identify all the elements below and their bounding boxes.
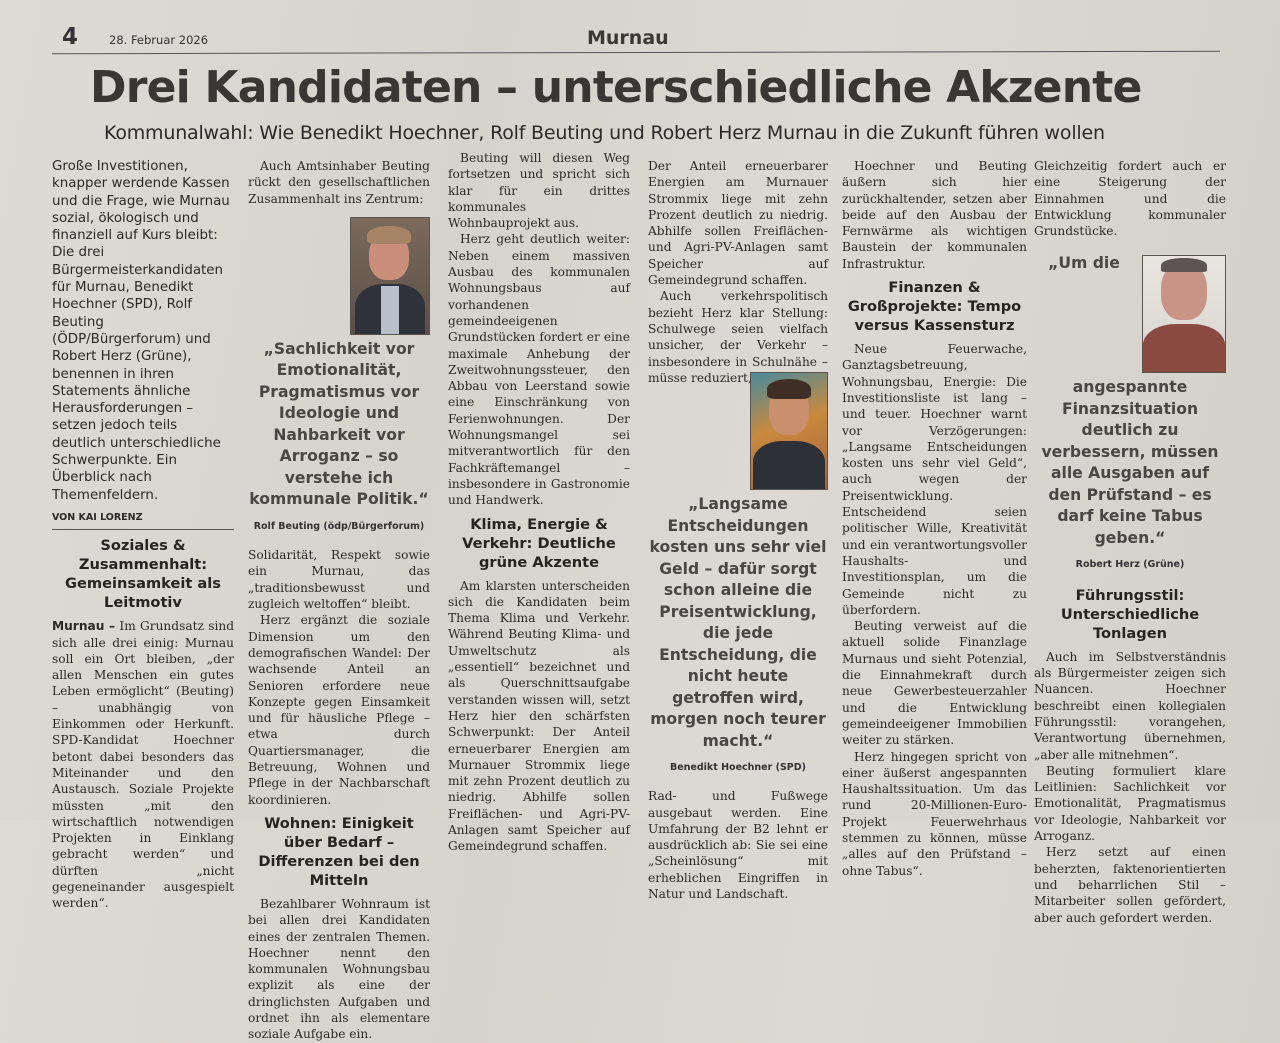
section-name: Murnau: [587, 27, 669, 49]
paragraph: Herz geht deutlich weiter: Neben einem massiven Ausbau des kommunalen Wohnungsbaus auf vorhandenen gemeindeeigenen Grundstücken fordert er eine maximale Anhebung der Zweitwohnungssteuer, den Abbau von Leerstand sowie eine Einschränkung von Ferienwohnungen. Der Wohnungsmangel sei mitverantwortlich für den Fachkräftemangel – insbesondere in Gastronomie und Handwerk.: [448, 232, 630, 508]
column-4-top: [648, 158, 828, 386]
quote-attribution: Rolf Beuting (ödp/Bürgerforum): [253, 520, 425, 532]
subheadline: Kommunalwahl: Wie Benedikt Hoechner, Rolf Beuting und Robert Herz Murnau in die Zukunft führen wollen: [104, 122, 1105, 144]
dateline: Murnau –: [52, 619, 116, 634]
paragraph: Der Anteil erneuerbarer Energien am Murnauer Strommix liege mit zehn Prozent deutlich zu niedrig. Abhilfe sollen Freiflächen- und Agri-PV-Anlagen samt Speicher auf Gemeindegrund schaffen.: [648, 159, 828, 288]
section-heading: Wohnen: Einigkeit über Bedarf – Differenzen bei den Mitteln: [258, 814, 420, 889]
masthead: [52, 22, 1220, 54]
page-number: 4: [62, 24, 79, 50]
column-6: [1034, 158, 1226, 926]
quote-text: „Langsame Entscheidungen kosten uns sehr viel Geld – dafür sorgt schon alleine die Preisentwicklung, die jede Entscheidung, die nicht heute getroffen wird, morgen noch teurer macht.“: [649, 495, 827, 750]
paragraph: Hoechner und Beuting äußern sich hier zurückhaltender, setzen aber beide auf den Ausbau der Fernwärme als wichtigen Baustein der kommunalen Infrastruktur.: [842, 159, 1027, 271]
headline: Drei Kandidaten – unterschiedliche Akzente: [90, 62, 1142, 113]
paragraph: Am klarsten unterscheiden sich die Kandidaten beim Thema Klima und Verkehr. Während Beuting Klima- und Umweltschutz als „essentiell“ bezeichnet und als Querschnittsaufgabe verstanden wissen will, setzt Herz hier den schärfsten Schwerpunkt: Der Anteil erneuerbarer Energien am Murnauer Strommix liege mit zehn Prozent deutlich zu niedrig. Abhilfe sollen Freiflächen- und Agri-PV-Anlagen samt Speicher auf Gemeindegrund schaffen.: [448, 578, 630, 854]
paragraph: Gleichzeitig fordert auch er eine Steigerung der Einnahmen und die Entwicklung kommunaler Grundstücke.: [1034, 159, 1226, 239]
paragraph: Herz hingegen spricht von einer äußerst angespannten Haushaltssituation. Um das rund 20-Millionen-Euro-Projekt Feuerwehrhaus stemmen zu können, müsse „alles auf den Prüfstand – ohne Tabus“.: [842, 749, 1027, 878]
intro-text: Große Investitionen, knapper werdende Kassen und die Frage, wie Murnau sozial, ökologisch und finanziell auf Kurs bleibt: Die drei Bürgermeisterkandidaten für Murnau, Benedikt Hoechner (SPD), Rolf Beuting (ÖDP/Bürgerforum) und Robert Herz (Grüne), benennen in ihren Statements ähnliche Herausforderungen – setzen jedoch teils deutlich unterschiedliche Schwerpunkte. Ein Überblick nach Themenfeldern.: [52, 159, 230, 503]
column-1: [52, 158, 234, 912]
paragraph: Auch Amtsinhaber Beuting rückt den gesellschaftlichen Zusammenhalt ins Zentrum:: [248, 159, 430, 206]
portrait-benedikt-hoechner: [750, 372, 828, 490]
quote-text: „Sachlichkeit vor Emotionalität, Pragmatismus vor Ideologie und Nahbarkeit vor Arroganz – so verstehe ich kommunale Politik.“: [249, 339, 429, 509]
masthead-rule: [52, 51, 1220, 54]
section-heading: Finanzen & Großprojekte: Tempo versus Kassensturz: [847, 279, 1022, 335]
paragraph: Auch verkehrspolitisch bezieht Herz klar Stellung: Schulwege seien vielfach unsicher, der Verkehr – insbesondere in Schulnähe – müsse reduziert,: [648, 289, 828, 385]
quote-attribution: Benedikt Hoechner (SPD): [669, 762, 806, 773]
paragraph: Rad- und Fußwege ausgebaut werden. Eine Umfahrung der B2 lehnt er ausdrücklich ab: Sie sei eine „Scheinlösung“ mit erheblichen Eingriffen in Natur und Landschaft.: [648, 789, 828, 902]
column-4: [648, 400, 828, 902]
paragraph: Im Grundsatz sind sich alle drei einig: Murnau soll ein Ort bleiben, „der allen Menschen ein gutes Leben ermöglicht“ (Beuting) – unabhängig von Einkommen oder Herkunft. SPD-Kandidat Hoechner betont dabei besonders das Miteinander und den Austausch. Soziale Projekte müssten „mit den wirtschaftlich notwendigen Projekten in Einklang gebracht werden“ und dürften „nicht gegeneinander ausgespielt werden“.: [52, 619, 234, 911]
pull-quote: [248, 215, 430, 511]
paragraph: Neue Feuerwache, Ganztagsbetreuung, Wohnungsbau, Energie: Die Investitionsliste ist lang – und teuer. Hoechner warnt vor Verzögerungen: „Langsame Entscheidungen kosten uns sehr viel Geld“, auch wegen der Preisentwicklung. Entscheidend seien politischer Wille, Kreativität und ein verantwortungsvoller Haushalts- und Investitionsplan, um die Gemeinde nicht zu überfordern.: [842, 342, 1027, 617]
column-2: [248, 158, 430, 1043]
paragraph: Solidarität, Respekt sowie ein Murnau, das „traditionsbewusst und zugleich weltoffen“ bleibt.: [248, 548, 430, 612]
column-5: [842, 158, 1027, 879]
paragraph: Beuting formuliert klare Leitlinien: Sachlichkeit vor Emotionalität, Pragmatismus vor Ideologie, Nahbarkeit vor Arroganz.: [1034, 763, 1226, 844]
paragraph: Herz ergänzt die soziale Dimension um den demografischen Wandel: Der wachsende Anteil an Senioren erfordere neue Konzepte gegen Einsamkeit und für häusliche Pflege – etwa durch Quartiersmanager, die Betreuung, Wohnen und Pflege in der Nachbarschaft koordinieren.: [248, 613, 430, 807]
quote-attribution: Robert Herz (Grüne): [1075, 559, 1185, 571]
quote-text: „Um die angespannte Finanzsituation deutlich zu verbessern, müssen alle Ausgaben auf den Prüfstand – es darf keine Tabus geben.“: [1041, 254, 1219, 547]
paragraph: Herz setzt auf einen beherzten, faktenorientierten und beharrlichen Stil – Mitarbeiter sollen gefördert, aber auch gefordert werden.: [1034, 845, 1226, 925]
portrait-rolf-beuting: [350, 217, 430, 335]
pull-quote: [1034, 253, 1226, 549]
pull-quote: [648, 370, 828, 752]
byline: VON KAI LORENZ: [52, 504, 234, 530]
paragraph: Auch im Selbstverständnis als Bürgermeister zeigen sich Nuancen. Hoechner beschreibt einen kollegialen Führungsstil: vorangehen, Verantwortung übernehmen, „aber alle mitnehmen“.: [1034, 649, 1226, 762]
column-3: [448, 150, 630, 855]
paragraph: Beuting verweist auf die aktuell solide Finanzlage Murnaus und sieht Potenzial, die Einnahmekraft durch neue Gewerbesteuerzahler und die Entwicklung gemeindeeigener Immobilien weiter zu stärken.: [842, 619, 1027, 748]
section-heading: Führungsstil: Unterschiedliche Tonlagen: [1060, 586, 1200, 642]
issue-date: 28. Februar 2026: [109, 33, 209, 47]
section-heading: Soziales & Zusammenhalt: Gemeinsamkeit als Leitmotiv: [65, 537, 221, 612]
paragraph: Beuting will diesen Weg fortsetzen und spricht sich klar für ein drittes kommunales Wohnbauprojekt aus.: [448, 151, 630, 231]
paragraph: Bezahlbarer Wohnraum ist bei allen drei Kandidaten eines der zentralen Themen. Hoechner nennt den kommunalen Wohnungsbau explizit als eine der dringlichsten Aufgaben und ordnet ihn als elementare soziale Aufgabe ein.: [248, 896, 430, 1042]
section-heading: Klima, Energie & Verkehr: Deutliche grüne Akzente: [462, 515, 616, 571]
portrait-robert-herz: [1142, 255, 1226, 373]
